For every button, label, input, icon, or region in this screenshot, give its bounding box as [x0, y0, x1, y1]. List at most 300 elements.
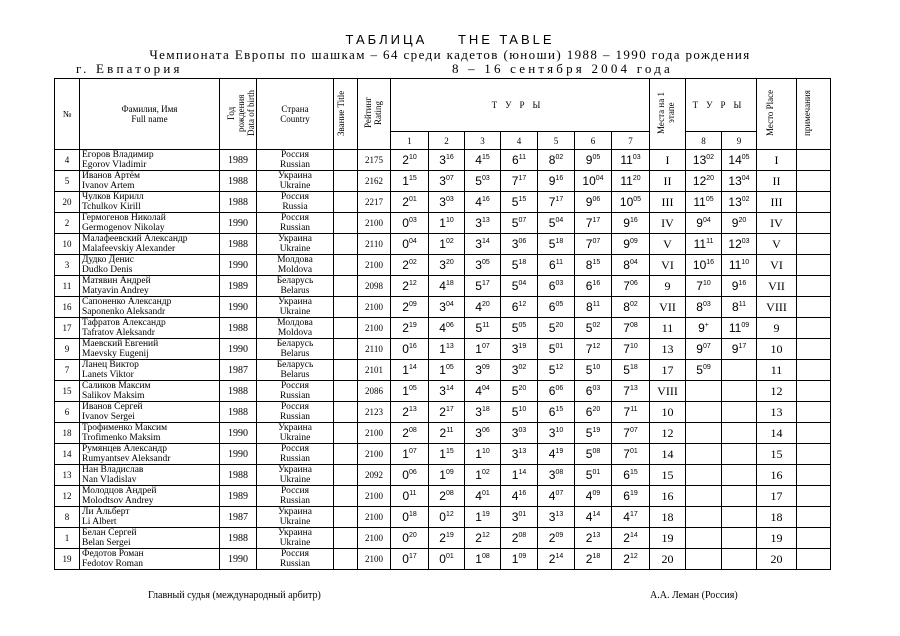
round-opponent: 13	[408, 406, 417, 413]
table-row	[55, 234, 831, 255]
title	[334, 402, 358, 423]
round-opponent: 06	[518, 238, 527, 245]
round-score: 8	[585, 258, 593, 272]
note	[797, 171, 831, 192]
round-opponent: 13	[555, 511, 564, 518]
round-cell	[575, 297, 612, 318]
round-opponent: 08	[629, 322, 638, 329]
country-ru: Россия	[281, 444, 309, 454]
rating: 2098	[358, 276, 391, 297]
round-opponent: 04	[629, 259, 638, 266]
rating: 2101	[358, 360, 391, 381]
note	[797, 297, 831, 318]
player-name	[80, 549, 220, 570]
round2-cell	[722, 276, 757, 297]
round-score: 1	[439, 342, 446, 356]
round-opponent: 02	[741, 196, 750, 203]
final-place: VII	[757, 276, 797, 297]
round-score: 6	[585, 384, 593, 398]
round-score: 5	[548, 216, 556, 230]
round-opponent: 18	[629, 364, 638, 371]
birth-year: 1987	[220, 507, 257, 528]
round-score: 5	[585, 426, 593, 440]
final-place: VI	[757, 255, 797, 276]
table-row	[55, 192, 831, 213]
round-score: 3	[439, 258, 446, 272]
round-cell	[465, 255, 501, 276]
title	[334, 423, 358, 444]
round-cell	[575, 465, 612, 486]
col-rounds2: ТУРЫ	[686, 79, 757, 132]
note	[797, 444, 831, 465]
stage1-place: 9	[650, 276, 686, 297]
player-name-en: Trofimenko Maksim	[82, 433, 161, 443]
round-score: 9	[698, 321, 705, 335]
round-cell	[538, 507, 575, 528]
stage1-place: 10	[650, 402, 686, 423]
round-opponent: 05	[705, 196, 714, 203]
round-opponent: 08	[481, 553, 490, 560]
round-opponent: 17	[518, 175, 527, 182]
round-opponent: 01	[481, 490, 490, 497]
round-opponent: 07	[592, 238, 601, 245]
round-cell	[612, 465, 650, 486]
player-no: 3	[55, 255, 80, 276]
player-no: 12	[55, 486, 80, 507]
round-cell	[538, 549, 575, 570]
final-place: 11	[757, 360, 797, 381]
round-score: 5	[548, 321, 556, 335]
round-cell	[391, 297, 429, 318]
player-name-en: Belan Sergei	[82, 538, 131, 548]
round-opponent: 11	[706, 238, 714, 245]
round2-cell	[722, 507, 757, 528]
round-score: 7	[623, 426, 630, 440]
player-no: 10	[55, 234, 80, 255]
round-opponent: 06	[408, 469, 417, 476]
round-cell	[465, 276, 501, 297]
country	[257, 318, 334, 339]
round-opponent: 18	[445, 280, 454, 287]
round-opponent: 19	[629, 490, 638, 497]
final-place: VIII	[757, 297, 797, 318]
country-en: Moldova	[277, 265, 313, 275]
round-score: 2	[402, 279, 409, 293]
round-cell	[612, 318, 650, 339]
country	[257, 465, 334, 486]
round-cell	[501, 423, 538, 444]
round-cell	[501, 339, 538, 360]
round-score: 2	[402, 300, 409, 314]
round-score: 5	[623, 363, 630, 377]
round-cell	[612, 549, 650, 570]
round-opponent: 15	[408, 175, 417, 182]
table-row	[55, 213, 831, 234]
round-opponent: 11	[482, 322, 490, 329]
round2-cell	[686, 150, 722, 171]
round-opponent: 20	[592, 406, 601, 413]
round-score: 12	[728, 237, 742, 251]
round-opponent: 07	[555, 490, 564, 497]
round-score: 11	[693, 195, 706, 209]
round-cell	[538, 318, 575, 339]
country-en: Ukraine	[279, 244, 311, 254]
final-place: IV	[757, 213, 797, 234]
final-place: 18	[757, 507, 797, 528]
round-opponent: 17	[629, 511, 638, 518]
round-cell	[501, 297, 538, 318]
round-opponent: 10	[445, 217, 454, 224]
round-score: 4	[548, 489, 556, 503]
round-opponent: 03	[632, 154, 641, 161]
round-score: 3	[475, 426, 482, 440]
round-score: 4	[623, 510, 630, 524]
round-number: 2	[429, 132, 465, 150]
table-row	[55, 507, 831, 528]
player-name-ru: Иванов Сергей	[82, 402, 143, 412]
round-number: 3	[465, 132, 501, 150]
player-name	[80, 150, 220, 171]
round-score: 3	[475, 363, 482, 377]
round-score: 3	[548, 426, 556, 440]
table-row	[55, 360, 831, 381]
round-cell	[429, 234, 465, 255]
round-cell	[538, 486, 575, 507]
round-cell	[501, 528, 538, 549]
title	[334, 486, 358, 507]
player-name-en: Matyavin Andrey	[82, 286, 149, 296]
rating: 2100	[358, 213, 391, 234]
round-opponent: 20	[518, 385, 527, 392]
player-name-ru: Маевский Евгений	[82, 339, 159, 349]
round-score: 3	[475, 405, 482, 419]
final-place: 12	[757, 381, 797, 402]
player-name-ru: Румянцев Александр	[82, 444, 167, 454]
round-cell	[391, 318, 429, 339]
round-cell	[429, 150, 465, 171]
round2-cell	[686, 171, 722, 192]
player-no: 18	[55, 423, 80, 444]
round-opponent: 05	[592, 154, 601, 161]
birth-year: 1990	[220, 549, 257, 570]
country-ru: Молдова	[277, 318, 313, 328]
round-number: 7	[612, 132, 650, 150]
round-score: 3	[511, 510, 519, 524]
round-cell	[538, 171, 575, 192]
round-opponent: 02	[445, 238, 454, 245]
final-place: 16	[757, 465, 797, 486]
round-cell	[501, 255, 538, 276]
player-name	[80, 507, 220, 528]
title	[334, 150, 358, 171]
country	[257, 234, 334, 255]
player-no: 14	[55, 444, 80, 465]
round-score: 5	[475, 321, 483, 335]
round-score: 2	[623, 531, 630, 545]
round-cell	[391, 507, 429, 528]
round-score: 1	[475, 447, 482, 461]
round-cell	[538, 276, 575, 297]
round-opponent: 09	[408, 301, 417, 308]
table-row	[55, 297, 831, 318]
round-cell	[391, 528, 429, 549]
round-opponent: 20	[481, 301, 490, 308]
round-score: 14	[728, 153, 742, 167]
round-opponent: 03	[408, 217, 417, 224]
round-score: 3	[475, 237, 482, 251]
round-opponent: 17	[408, 553, 417, 560]
title	[334, 339, 358, 360]
round2-cell	[686, 444, 722, 465]
round-cell	[465, 339, 501, 360]
round-opponent: 09	[445, 469, 454, 476]
player-name-ru: Ланец Виктор	[82, 360, 139, 370]
round-score: 2	[511, 531, 519, 545]
round-score: 0	[402, 468, 409, 482]
round-cell	[391, 276, 429, 297]
country-ru: Украина	[278, 234, 312, 244]
round-cell	[465, 423, 501, 444]
city: г. Евпатория	[76, 61, 183, 76]
round-score: 2	[402, 321, 409, 335]
round-score: 6	[585, 279, 593, 293]
round2-cell	[722, 255, 757, 276]
round-cell	[501, 213, 538, 234]
player-name	[80, 234, 220, 255]
country	[257, 423, 334, 444]
round-score: 5	[548, 342, 556, 356]
player-name	[80, 276, 220, 297]
round2-cell	[722, 402, 757, 423]
round2-number: 9	[722, 132, 757, 150]
player-no: 19	[55, 549, 80, 570]
stage1-place: VII	[650, 297, 686, 318]
player-no: 2	[55, 213, 80, 234]
round-opponent: 10	[518, 406, 527, 413]
country	[257, 255, 334, 276]
round-score: 7	[696, 279, 703, 293]
round-opponent: 01	[629, 448, 638, 455]
round-score: 5	[585, 468, 593, 482]
round-score: 1	[402, 174, 409, 188]
country	[257, 297, 334, 318]
round-cell	[391, 423, 429, 444]
title-ru: ТАБЛИЦА	[345, 32, 428, 47]
round-cell	[575, 150, 612, 171]
table-row	[55, 255, 831, 276]
round-score: 0	[402, 342, 409, 356]
note	[797, 318, 831, 339]
round-cell	[429, 318, 465, 339]
country-ru: Беларусь	[276, 339, 314, 349]
round-cell	[391, 444, 429, 465]
country-en: Ukraine	[279, 307, 311, 317]
round-opponent: 11	[446, 427, 454, 434]
note	[797, 276, 831, 297]
round-opponent: 10	[408, 154, 417, 161]
player-name-en: Nan Vladislav	[82, 475, 137, 485]
round-score: 0	[439, 510, 446, 524]
table-row	[55, 150, 831, 171]
country	[257, 150, 334, 171]
round-opponent: 16	[706, 259, 715, 266]
round-score: 5	[585, 363, 593, 377]
round-cell	[538, 234, 575, 255]
round-cell	[391, 171, 429, 192]
player-name	[80, 255, 220, 276]
round-cell	[391, 255, 429, 276]
player-name-ru: Трофименко Максим	[82, 423, 168, 433]
round-opponent: 07	[445, 175, 454, 182]
player-name	[80, 402, 220, 423]
round-score: 5	[475, 279, 482, 293]
player-name-en: Saponenko Aleksandr	[82, 307, 166, 317]
round-number: 6	[575, 132, 612, 150]
round-cell	[391, 213, 429, 234]
round-cell	[391, 402, 429, 423]
col-country-ru: Страна	[281, 104, 309, 114]
title	[334, 318, 358, 339]
round-cell	[465, 171, 501, 192]
round2-cell	[722, 423, 757, 444]
round-score: 5	[585, 321, 593, 335]
round-opponent: 16	[592, 280, 601, 287]
round-cell	[429, 255, 465, 276]
round-cell	[429, 423, 465, 444]
title	[334, 528, 358, 549]
note	[797, 486, 831, 507]
country-ru: Россия	[281, 192, 309, 202]
player-name	[80, 213, 220, 234]
final-place: 15	[757, 444, 797, 465]
round-cell	[612, 360, 650, 381]
round-cell	[575, 339, 612, 360]
round-opponent: 11	[555, 259, 563, 266]
round-score: 9	[623, 237, 630, 251]
round-opponent: +	[704, 322, 709, 329]
round-cell	[465, 360, 501, 381]
round-score: 7	[585, 237, 593, 251]
col-place	[757, 79, 797, 150]
round2-cell	[722, 150, 757, 171]
round-opponent: 19	[408, 322, 417, 329]
round-opponent: 10	[741, 259, 750, 266]
player-no: 17	[55, 318, 80, 339]
round-score: 9	[548, 174, 556, 188]
round-cell	[575, 234, 612, 255]
round-score: 3	[511, 342, 519, 356]
round-score: 9	[731, 216, 739, 230]
round-opponent: 05	[481, 259, 490, 266]
round-number: 1	[391, 132, 429, 150]
round-cell	[575, 213, 612, 234]
round-cell	[465, 318, 501, 339]
round-opponent: 03	[481, 175, 490, 182]
player-name-en: Maevsky Eugenij	[82, 349, 149, 359]
title	[334, 507, 358, 528]
title	[334, 213, 358, 234]
round2-cell	[686, 381, 722, 402]
round-cell	[391, 381, 429, 402]
note	[797, 339, 831, 360]
col-stage1	[650, 79, 686, 150]
round-score: 6	[585, 405, 593, 419]
table-title	[0, 32, 900, 47]
round-opponent: 16	[629, 217, 638, 224]
player-name-en: Molodtsov Andrey	[82, 496, 154, 506]
round-score: 7	[623, 447, 630, 461]
round-score: 9	[696, 342, 703, 356]
country-ru: Украина	[278, 297, 312, 307]
round-cell	[429, 276, 465, 297]
round-cell	[429, 381, 465, 402]
round-score: 4	[511, 489, 519, 503]
stage1-place: 13	[650, 339, 686, 360]
round-cell	[391, 486, 429, 507]
player-no: 7	[55, 360, 80, 381]
round-score: 6	[549, 258, 556, 272]
round-score: 13	[692, 153, 707, 167]
round-cell	[612, 213, 650, 234]
round-opponent: 20	[408, 532, 417, 539]
round-opponent: 18	[592, 553, 601, 560]
player-name-ru: Малафеевский Александр	[82, 234, 188, 244]
round-opponent: 07	[481, 343, 490, 350]
round-score: 9	[731, 279, 739, 293]
player-no: 20	[55, 192, 80, 213]
player-no: 5	[55, 171, 80, 192]
player-name-en: Lanets Viktor	[82, 370, 134, 380]
player-no: 15	[55, 381, 80, 402]
round-opponent: 20	[738, 217, 747, 224]
round-opponent: 09	[702, 364, 711, 371]
player-name-ru: Федотов Роман	[82, 549, 144, 559]
round-cell	[501, 402, 538, 423]
stage1-place: 15	[650, 465, 686, 486]
rating: 2100	[358, 507, 391, 528]
round-score: 1	[475, 552, 482, 566]
title	[334, 255, 358, 276]
round-opponent: 06	[481, 427, 490, 434]
round-score: 4	[475, 300, 482, 314]
note	[797, 255, 831, 276]
round-score: 8	[548, 153, 556, 167]
player-name	[80, 486, 220, 507]
round-cell	[538, 150, 575, 171]
round-opponent: 13	[518, 448, 527, 455]
round-opponent: 01	[445, 553, 454, 560]
round-score: 5	[475, 174, 482, 188]
note	[797, 360, 831, 381]
round-score: 1	[511, 468, 519, 482]
round-score: 7	[623, 279, 630, 293]
round2-cell	[686, 318, 722, 339]
round2-cell	[722, 318, 757, 339]
round-opponent: 18	[518, 259, 527, 266]
rating: 2162	[358, 171, 391, 192]
rating: 2217	[358, 192, 391, 213]
player-name-ru: Тафратов Александр	[82, 318, 166, 328]
round-score: 0	[402, 237, 409, 251]
round-score: 7	[623, 384, 630, 398]
round-score: 2	[585, 552, 593, 566]
player-name	[80, 171, 220, 192]
title	[334, 297, 358, 318]
player-name	[80, 444, 220, 465]
round-score: 11	[728, 321, 742, 335]
player-name-ru: Егоров Владимир	[82, 150, 154, 160]
round-cell	[465, 234, 501, 255]
